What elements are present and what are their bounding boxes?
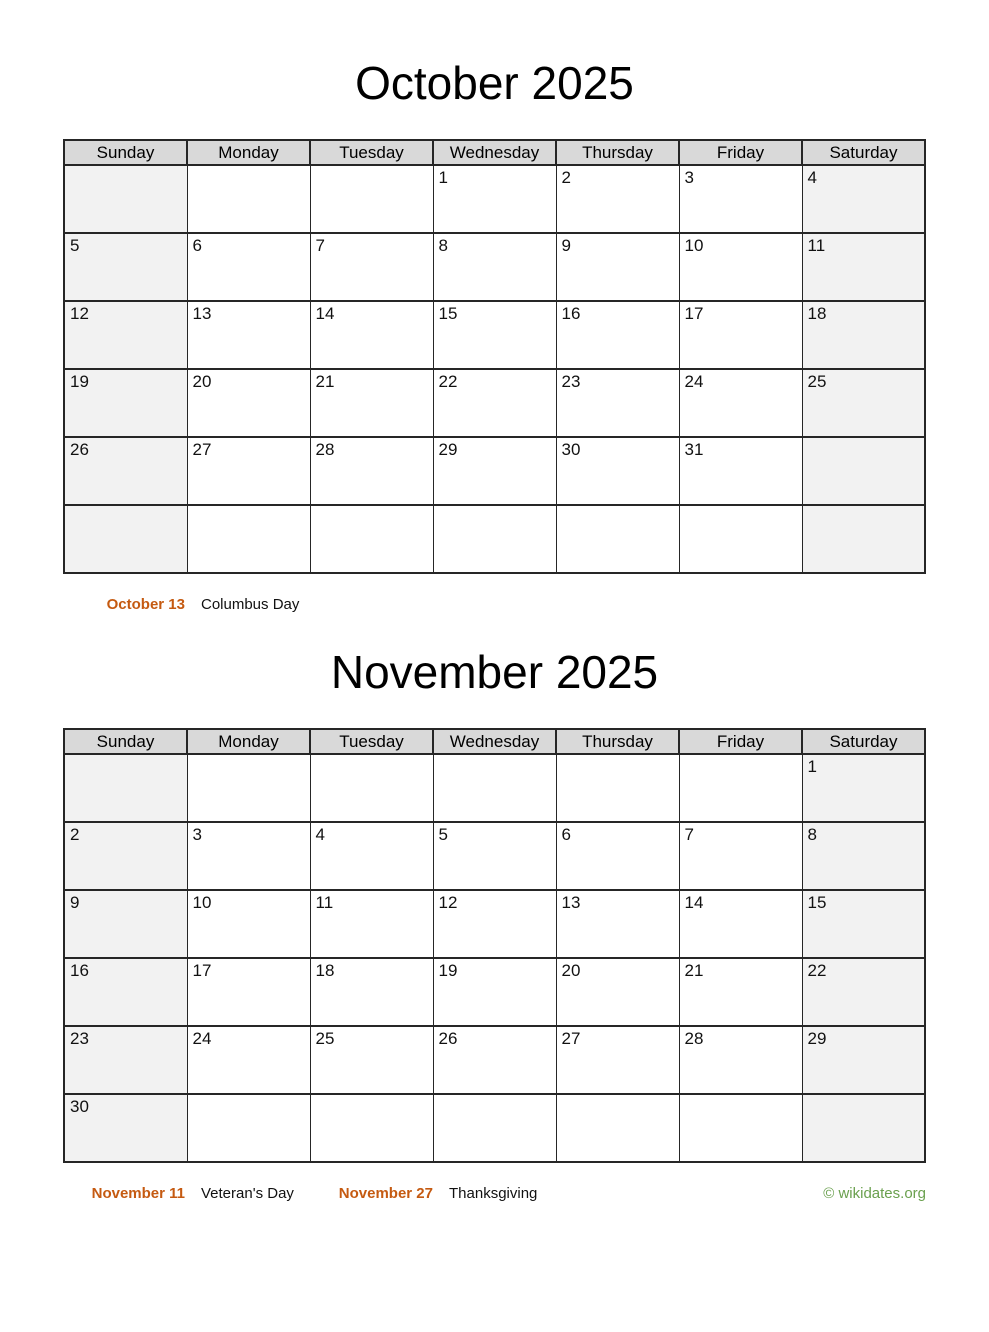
day-number: 7	[315, 236, 325, 255]
calendar-list	[63, 52, 926, 1204]
day-cell	[802, 754, 925, 822]
day-number: 26	[438, 1029, 458, 1048]
day-cell	[433, 301, 556, 369]
day-cell	[802, 165, 925, 233]
day-cell	[310, 1094, 433, 1162]
day-cell	[310, 165, 433, 233]
day-cell	[679, 437, 802, 505]
day-number: 25	[807, 372, 827, 391]
calendar-table	[63, 139, 926, 574]
day-number: 23	[561, 372, 581, 391]
day-cell	[187, 165, 310, 233]
day-number: 20	[192, 372, 212, 391]
day-number: 11	[807, 236, 826, 255]
day-cell	[802, 822, 925, 890]
day-cell	[310, 822, 433, 890]
day-number: 21	[315, 372, 335, 391]
day-header-friday: Friday	[679, 140, 802, 165]
day-cell	[187, 437, 310, 505]
day-number: 13	[192, 304, 212, 323]
day-number: 3	[192, 825, 202, 844]
day-header-monday: Monday	[187, 140, 310, 165]
day-cell	[433, 754, 556, 822]
day-cell	[310, 754, 433, 822]
day-cell	[64, 369, 187, 437]
day-cell	[802, 890, 925, 958]
week-row	[64, 822, 925, 890]
day-cell	[802, 505, 925, 573]
day-header-sunday: Sunday	[64, 729, 187, 754]
day-cell	[187, 505, 310, 573]
day-cell	[802, 301, 925, 369]
day-number: 6	[192, 236, 202, 255]
day-cell	[679, 958, 802, 1026]
day-cell	[433, 1094, 556, 1162]
calendar-table	[63, 728, 926, 1163]
day-cell	[802, 369, 925, 437]
day-cell	[679, 1026, 802, 1094]
day-number: 12	[70, 304, 89, 323]
day-number: 1	[807, 757, 817, 776]
holiday-name: Columbus Day	[201, 596, 300, 613]
day-number: 18	[807, 304, 827, 323]
day-number: 23	[70, 1029, 89, 1048]
day-cell	[187, 1026, 310, 1094]
holiday-date: November 11	[91, 1185, 185, 1202]
day-cell	[187, 958, 310, 1026]
day-cell	[433, 233, 556, 301]
day-number: 14	[684, 893, 704, 912]
day-cell	[802, 1094, 925, 1162]
week-row	[64, 958, 925, 1026]
day-cell	[802, 233, 925, 301]
day-cell	[64, 1026, 187, 1094]
day-number: 12	[438, 893, 458, 912]
day-number: 26	[70, 440, 89, 459]
day-number: 17	[192, 961, 212, 980]
day-cell	[187, 754, 310, 822]
day-number: 30	[70, 1097, 89, 1116]
day-cell	[64, 958, 187, 1026]
day-cell	[310, 505, 433, 573]
day-cell	[433, 890, 556, 958]
day-cell	[556, 233, 679, 301]
week-row	[64, 1094, 925, 1162]
holiday-row	[63, 595, 926, 615]
day-cell	[64, 301, 187, 369]
day-header-thursday: Thursday	[556, 729, 679, 754]
day-number: 15	[438, 304, 458, 323]
holiday-entry	[63, 595, 311, 615]
day-cell	[802, 958, 925, 1026]
day-cell	[187, 1094, 310, 1162]
day-number: 10	[684, 236, 704, 255]
day-cell	[679, 165, 802, 233]
week-row	[64, 890, 925, 958]
day-number: 25	[315, 1029, 335, 1048]
day-number: 7	[684, 825, 694, 844]
calendar-page	[0, 52, 989, 1204]
holiday-entry	[311, 1184, 559, 1204]
day-number: 4	[315, 825, 325, 844]
day-cell	[187, 369, 310, 437]
calendar-title: October 2025	[355, 57, 634, 109]
day-header-tuesday: Tuesday	[310, 140, 433, 165]
site-credit: © wikidates.org	[823, 1185, 926, 1202]
day-number: 19	[438, 961, 458, 980]
day-cell	[310, 233, 433, 301]
holiday-date: November 27	[338, 1185, 433, 1202]
day-number: 30	[561, 440, 581, 459]
day-cell	[310, 369, 433, 437]
day-number: 10	[192, 893, 212, 912]
week-row	[64, 437, 925, 505]
week-row	[64, 165, 925, 233]
day-header-sunday: Sunday	[64, 140, 187, 165]
day-cell	[433, 958, 556, 1026]
day-cell	[679, 1094, 802, 1162]
holiday-entry	[63, 1184, 311, 1204]
day-cell	[556, 754, 679, 822]
calendar-november-2025	[63, 641, 926, 1204]
day-cell	[187, 233, 310, 301]
day-cell	[556, 437, 679, 505]
day-number: 18	[315, 961, 335, 980]
day-cell	[556, 505, 679, 573]
day-header-row	[64, 729, 925, 754]
day-cell	[802, 1026, 925, 1094]
day-cell	[310, 890, 433, 958]
day-number: 8	[807, 825, 817, 844]
day-number: 20	[561, 961, 581, 980]
day-cell	[679, 754, 802, 822]
calendar-title: November 2025	[330, 646, 659, 698]
day-number: 28	[684, 1029, 704, 1048]
day-cell	[187, 301, 310, 369]
day-number: 22	[438, 372, 458, 391]
day-header-tuesday: Tuesday	[310, 729, 433, 754]
day-header-row	[64, 140, 925, 165]
day-number: 24	[192, 1029, 212, 1048]
day-cell	[310, 958, 433, 1026]
day-cell	[556, 958, 679, 1026]
day-number: 29	[807, 1029, 827, 1048]
day-number: 16	[561, 304, 581, 323]
day-number: 4	[807, 168, 817, 187]
holiday-name: Veteran's Day	[201, 1185, 294, 1202]
week-row	[64, 505, 925, 573]
day-cell	[556, 165, 679, 233]
holiday-date: October 13	[106, 596, 185, 613]
day-header-saturday: Saturday	[802, 140, 925, 165]
day-cell	[433, 505, 556, 573]
week-row	[64, 369, 925, 437]
day-header-wednesday: Wednesday	[433, 140, 556, 165]
day-cell	[64, 505, 187, 573]
day-number: 15	[807, 893, 827, 912]
day-number: 14	[315, 304, 335, 323]
week-row	[64, 301, 925, 369]
day-cell	[310, 437, 433, 505]
day-header-friday: Friday	[679, 729, 802, 754]
day-number: 2	[70, 825, 80, 844]
day-number: 5	[70, 236, 80, 255]
calendar-october-2025	[63, 52, 926, 615]
day-header-wednesday: Wednesday	[433, 729, 556, 754]
holiday-row	[63, 1184, 926, 1204]
day-cell	[556, 301, 679, 369]
day-number: 24	[684, 372, 704, 391]
day-number: 16	[70, 961, 89, 980]
day-cell	[64, 754, 187, 822]
day-number: 29	[438, 440, 458, 459]
day-number: 3	[684, 168, 694, 187]
day-number: 19	[70, 372, 89, 391]
day-cell	[187, 822, 310, 890]
day-number: 13	[561, 893, 581, 912]
calendar-body	[64, 165, 925, 573]
day-number: 17	[684, 304, 704, 323]
day-number: 27	[561, 1029, 581, 1048]
day-number: 9	[561, 236, 571, 255]
day-cell	[679, 822, 802, 890]
day-cell	[433, 165, 556, 233]
day-cell	[64, 437, 187, 505]
day-number: 5	[438, 825, 448, 844]
day-cell	[64, 890, 187, 958]
day-number: 1	[438, 168, 448, 187]
day-header-thursday: Thursday	[556, 140, 679, 165]
holiday-name: Thanksgiving	[449, 1185, 538, 1202]
day-cell	[556, 1026, 679, 1094]
day-number: 27	[192, 440, 212, 459]
day-number: 22	[807, 961, 827, 980]
day-cell	[679, 301, 802, 369]
week-row	[64, 233, 925, 301]
day-number: 28	[315, 440, 335, 459]
day-cell	[64, 1094, 187, 1162]
day-cell	[556, 1094, 679, 1162]
day-number: 21	[684, 961, 704, 980]
week-row	[64, 754, 925, 822]
day-cell	[556, 822, 679, 890]
day-number: 6	[561, 825, 571, 844]
day-cell	[679, 890, 802, 958]
day-cell	[679, 505, 802, 573]
day-cell	[310, 1026, 433, 1094]
day-cell	[433, 822, 556, 890]
day-number: 31	[684, 440, 704, 459]
day-header-monday: Monday	[187, 729, 310, 754]
day-number: 2	[561, 168, 571, 187]
day-cell	[556, 890, 679, 958]
day-cell	[310, 301, 433, 369]
day-cell	[433, 1026, 556, 1094]
day-cell	[64, 165, 187, 233]
day-cell	[64, 233, 187, 301]
day-number: 11	[315, 893, 334, 912]
day-cell	[802, 437, 925, 505]
day-cell	[187, 890, 310, 958]
day-number: 9	[70, 893, 80, 912]
day-header-saturday: Saturday	[802, 729, 925, 754]
day-cell	[679, 369, 802, 437]
week-row	[64, 1026, 925, 1094]
day-number: 8	[438, 236, 448, 255]
day-cell	[556, 369, 679, 437]
day-cell	[433, 437, 556, 505]
day-cell	[679, 233, 802, 301]
calendar-body	[64, 754, 925, 1162]
day-cell	[64, 822, 187, 890]
day-cell	[433, 369, 556, 437]
